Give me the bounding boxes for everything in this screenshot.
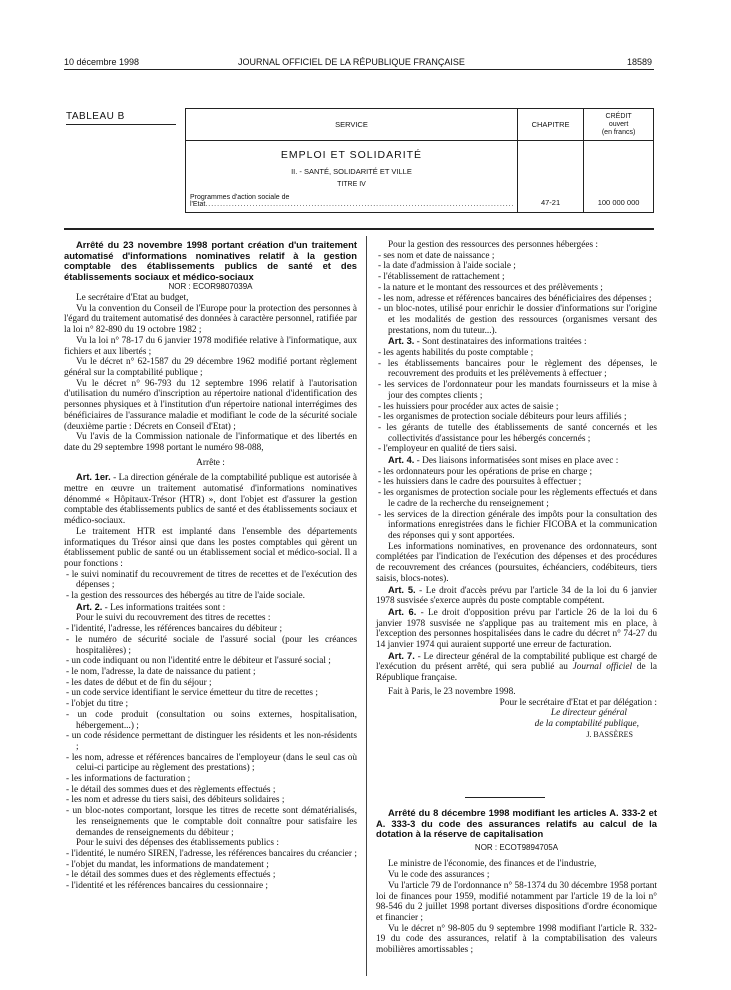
paragraph: Vu le décret n° 62-1587 du 29 décembre 1962 modifié portant règlement général sur la comptabilité publique ; <box>64 357 357 378</box>
list-item: - les nom et adresse du tiers saisi, des débiteurs solidaires ; <box>66 795 285 806</box>
nor-reference-1: NOR : ECOR9807039A <box>168 282 253 292</box>
list-item: - les gérants de tutelle des établissements de santé concernés et les collectivités d'assistance pour les hébergés concernés ; <box>378 422 657 444</box>
list-item: - ses nom et date de naissance ; <box>378 250 495 261</box>
article-5: Art. 5. - Le droit d'accès prévu par l'article 34 de la loi du 6 janvier 1978 susvisée s'exerce auprès du poste comptable compétent. <box>376 584 657 607</box>
list-item: - l'établissement de rattachement ; <box>378 272 505 283</box>
list-item: - un code indiquant ou non l'identité entre le débiteur et l'assuré social ; <box>66 656 331 667</box>
list-item: - les informations de facturation ; <box>66 774 191 785</box>
paragraph: Le traitement HTR est implanté dans l'ensemble des départements informatiques du Trésor ainsi que dans les postes comptables qui gèrent un établissement public de santé ou un établissement social et médico-social. Il a pour fonctions : <box>64 526 357 569</box>
service-cell <box>186 141 518 213</box>
list-item: - les ordonnateurs pour les opérations de prise en charge ; <box>378 466 593 477</box>
paragraph: Le ministre de l'économie, des finances et de l'industrie, <box>388 859 597 870</box>
paragraph: Les informations nominatives, en provenance des ordonnateurs, sont complétées par l'indication de l'exécution des dépenses et des procédures de recouvrement des créances (poursuites, échéanciers, codébiteurs, tiers saisis, blocs-notes). <box>376 541 657 584</box>
decree-separator <box>465 797 545 798</box>
list-item: - un code produit (consultation ou soins externes, hospitalisation, hébergement...) ; <box>66 709 357 731</box>
list-item: - la date d'admission à l'aide sociale ; <box>378 261 516 272</box>
article-2: Art. 2. - Les informations traitées sont : <box>76 601 226 613</box>
list-item: - l'objet du titre ; <box>66 699 129 710</box>
list-item: - les services de l'ordonnateur pour les mandats fournisseurs et la mise à jour des comptes clients ; <box>378 380 657 401</box>
list-item: - les huissiers pour procéder aux actes de saisie ; <box>378 401 559 412</box>
paragraph: Le secrétaire d'Etat au budget, <box>76 293 189 304</box>
article-1: Art. 1er. - La direction générale de la comptabilité publique est autorisée à mettre en œuvre un traitement automatisé d'informations nominatives dénommé « Hôpitaux-Trésor (HTR) », dont l'objet est d'assurer la gestion comptable des établissements publics de santé et des établissements sociaux et médico-sociaux. <box>64 472 357 527</box>
list-item: - les organismes de protection sociale pour les règlements effectués et dans le cadre de la recherche du renseignement ; <box>378 488 657 509</box>
list-item: - un bloc-notes comportant, lorsque les titres de recette sont dématérialisés, les renseignements que le comptable doit connaître pour satisfaire les demandes de renseignements du débiteur ; <box>66 806 357 838</box>
list-item: - les nom, adresse et références bancaires des bénéficiaires des dépenses ; <box>378 293 652 304</box>
article-6: Art. 6. - Le droit d'opposition prévu par l'article 26 de la loi du 6 janvier 1978 susvisée ne s'applique pas au traitement mis en place, à l'exception des personnes hospitalisées dans le cadre du décret n° 74-27 du 14 janvier 1974 qui auraient supporté une erreur de facturation. <box>376 606 657 651</box>
list-item: - un code service identifiant le service émetteur du titre de recettes ; <box>66 688 318 699</box>
list-item: - l'identité et les références bancaires du cessionnaire ; <box>66 881 268 892</box>
list-item: - la gestion des ressources des hébergés au titre de l'aide sociale. <box>66 591 306 602</box>
list-item: - le numéro de sécurité sociale de l'assuré social (pour les créances hospitalières) ; <box>66 634 357 656</box>
list-item: - un code résidence permettant de distinguer les résidents et les non-résidents ; <box>66 731 357 752</box>
list-item: - l'identité, le numéro SIREN, l'adresse, les références bancaires du créancier ; <box>66 848 357 859</box>
signature-place-date: Fait à Paris, le 23 novembre 1998. <box>388 686 516 697</box>
article-4: Art. 4. - Des liaisons informatisées sont mises en place avec : <box>388 455 619 467</box>
arrete-heading: Arrête : <box>196 457 225 468</box>
paragraph: Vu la convention du Conseil de l'Europe pour la protection des personnes à l'égard du traitement automatisé des données à caractère personnel, ratifiée par la loi n° 82-890 du 19 octobre 1982 ; <box>64 303 357 336</box>
paragraph: Vu l'avis de la Commission nationale de l'informatique et des libertés en date du 29 septembre 1998 portant le numéro 98-088, <box>64 432 357 453</box>
paragraph: Vu l'article 79 de l'ordonnance n° 58-1374 du 30 décembre 1958 portant loi de finances pour 1959, modifié notamment par l'article 19 de la loi n° 98-546 du 2 juillet 1998 portant diverses dispositions d'ordre économique et financier ; <box>376 880 657 923</box>
list-item: - la nature et le montant des ressources et des prélèvements ; <box>378 282 603 293</box>
signature-title: de la comptabilité publique, <box>534 718 639 729</box>
list-item: - les dates de début et de fin du séjour ; <box>66 677 212 688</box>
credit-value: 100 000 000 <box>584 141 654 213</box>
paragraph: Pour le suivi des dépenses des établissements publics : <box>76 838 279 849</box>
decree-title-2: Arrêté du 8 décembre 1998 modifiant les articles A. 333-2 et A. 333-3 du code des assurances relatifs au calcul de la dotation à la réserve de capitalisation <box>376 807 657 840</box>
header-rule <box>64 69 654 70</box>
list-item: - les services de la direction générale des impôts pour la consultation des informations enregistrées dans le fichier FICOBA et la communication des réponses qui y sont apportées. <box>378 509 657 541</box>
tableau-label: TABLEAU B <box>66 111 125 122</box>
signature-title: Le directeur général <box>550 708 627 719</box>
list-item: - les nom, adresse et références bancaires de l'employeur (dans le seul cas où celui-ci participe au règlement des prestations) ; <box>66 752 357 774</box>
section-name: II. - SANTÉ, SOLIDARITÉ ET VILLE <box>291 167 412 176</box>
list-item: - les organismes de protection sociale débiteurs pour leurs affiliés ; <box>378 412 627 423</box>
paragraph: Vu la loi n° 78-17 du 6 janvier 1978 modifiée relative à l'informatique, aux fichiers et aux libertés ; <box>64 335 357 357</box>
paragraph: Vu le décret n° 96-793 du 12 septembre 1996 relatif à l'autorisation d'utilisation du numéro d'inscription au répertoire national d'identification des personnes physiques et à l'institution d'un répertoire national interrégimes des bénéficiaires de l'assurance maladie et modifiant le code de la sécurité sociale (deuxième partie : Décrets en Conseil d'Etat) ; <box>64 378 357 432</box>
right-column-decree-2 <box>376 808 657 956</box>
col-header-service: SERVICE <box>186 109 518 141</box>
article-7: Art. 7. - Le directeur général de la comptabilité publique est chargé de l'exécution du présent arrêté, qui sera publié au Journal officiel de la République française. <box>376 650 657 684</box>
signature-delegation: Pour le secrétaire d'Etat et par délégation : <box>499 697 657 708</box>
list-item: - l'identité, l'adresse, les références bancaires du débiteur ; <box>66 624 283 635</box>
credit-table <box>185 108 654 213</box>
list-item: - le détail des sommes dues et des règlements effectués ; <box>66 784 276 795</box>
list-item: - le détail des sommes dues et des règlements effectués ; <box>66 870 276 881</box>
tableau-label-rule <box>66 124 176 125</box>
ministry-name: EMPLOI ET SOLIDARITÉ <box>280 149 423 161</box>
list-item: - les huissiers dans le cadre des poursuites à effectuer ; <box>378 477 582 488</box>
col-header-credit: CRÉDIT ouvert (en francs) <box>584 109 654 141</box>
paragraph: Vu le décret n° 98-805 du 9 septembre 1998 modifiant l'article R. 332-19 du code des assurances, relatif à la comptabilisation des valeurs mobilières amortissables ; <box>376 923 657 956</box>
chapitre-value: 47-21 <box>517 141 583 213</box>
nor-reference-2: NOR : ECOT9894705A <box>474 842 559 852</box>
header-page-number: 18589 <box>627 57 653 67</box>
programme-line: Programmes d'action sociale de l'Etat......................................................................................................... <box>190 194 515 208</box>
list-item: - les établissements bancaires pour le règlement des dépenses, le recouvrement des produits et les prélèvements à effectuer ; <box>378 358 657 380</box>
header-journal-title: JOURNAL OFFICIEL DE LA RÉPUBLIQUE FRANÇAISE <box>238 57 465 67</box>
list-item: - l'employeur en qualité de tiers saisi. <box>378 444 517 455</box>
list-item: - le suivi nominatif du recouvrement de titres de recettes et de l'exécution des dépenses ; <box>66 569 357 591</box>
paragraph: Vu le code des assurances ; <box>388 870 490 881</box>
decree-title-1: Arrêté du 23 novembre 1998 portant création d'un traitement automatisé d'informations nominatives relatif à la gestion comptable des établissements publics de santé et des établissements sociaux et médico-sociaux <box>64 239 357 282</box>
titre-name: TITRE IV <box>337 181 366 188</box>
right-column <box>376 240 657 740</box>
column-divider <box>366 236 367 976</box>
list-item: - les agents habilités du poste comptable ; <box>378 348 534 359</box>
list-item: - un bloc-notes, utilisé pour enrichir le dossier d'informations sur l'origine et les modalités de gestion des ressources (organismes versant des prestations, nom du tuteur...). <box>378 304 657 336</box>
list-item: - le nom, l'adresse, la date de naissance du patient ; <box>66 666 256 677</box>
signature-name: J. BASSÈRES <box>586 729 633 739</box>
left-column <box>64 240 357 892</box>
list-item: - l'objet du mandat, les informations de mandatement ; <box>66 859 269 870</box>
col-header-chapitre: CHAPITRE <box>517 109 583 141</box>
paragraph: Pour le suivi du recouvrement des titres de recettes : <box>76 613 271 624</box>
header-date: 10 décembre 1998 <box>64 57 140 67</box>
article-3: Art. 3. - Sont destinataires des informations traitées : <box>388 336 587 348</box>
paragraph: Pour la gestion des ressources des personnes hébergées : <box>388 240 598 250</box>
section-divider <box>64 228 654 230</box>
